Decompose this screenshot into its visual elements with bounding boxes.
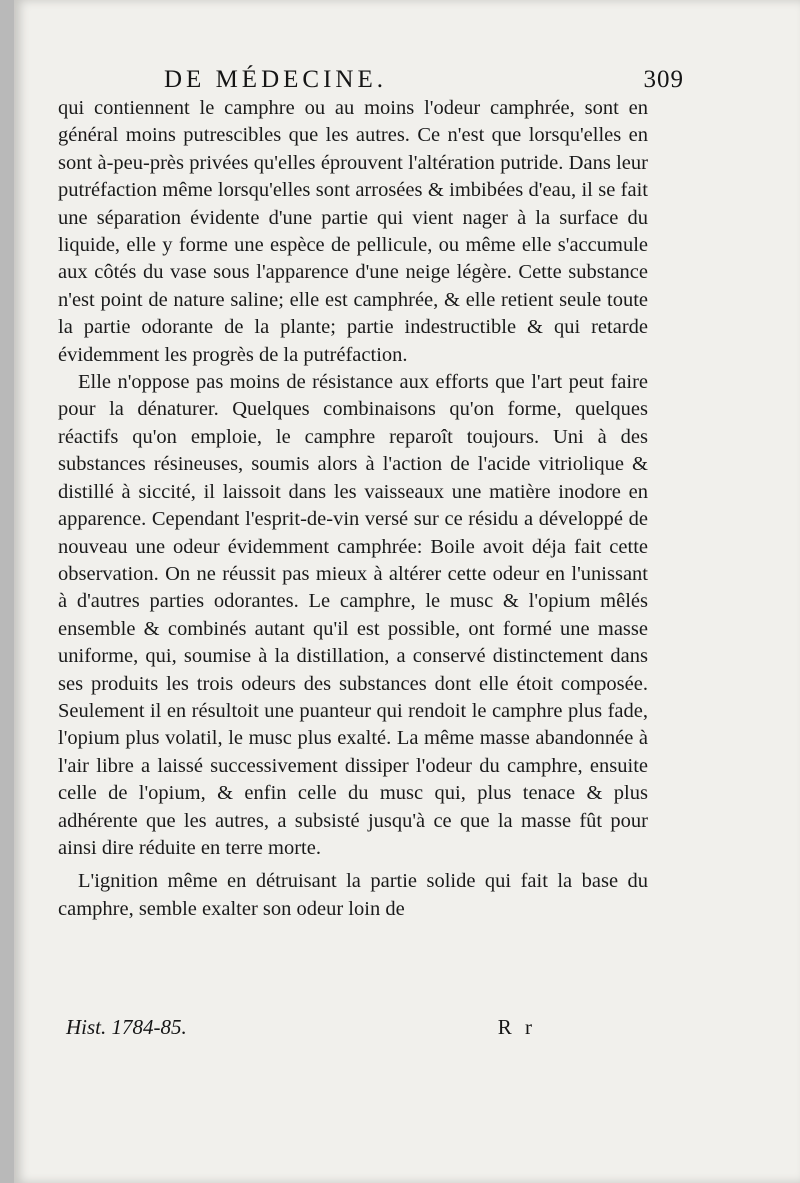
running-header [164,62,684,98]
paragraph-2: Elle n'oppose pas moins de résistance aux efforts que l'art peut faire pour la dénaturer. Quelques combinaisons qu'on forme, quelques réactifs qu'on emploie, le camphre reparoît toujours. Uni à des substances résineuses, soumis alors à l'action de l'acide vitriolique & distillé à siccité, il laissoit dans les vaisseaux une matière inodore en apparence. Cependant l'esprit-de-vin versé sur ce résidu a développé de nouveau une odeur évidemment camphrée: Boile avoit déja fait cette observation. On ne réussit pas mieux à altérer cette odeur en l'unissant à d'autres parties odorantes. Le camphre, le musc & l'opium mêlés ensemble & combinés autant qu'il est possible, ont formé une masse uniforme, qui, soumise à la distillation, a conservé distinctement dans ses produits les trois odeurs des substances dont elle étoit composée. Seulement il en résultoit une puanteur qui rendoit le camphre plus fade, l'opium plus volatil, le musc plus exalté. La même masse abandonnée à l'air libre a laissé successivement dissiper l'odeur du camphre, ensuite celle de l'opium, & enfin celle du musc qui, plus tenace & plus adhérente que les autres, a subsisté jusqu'à ce que la masse fût pour ainsi dire réduite en terre morte. [58,371,648,859]
paragraph-3: L'ignition même en détruisant la partie solide qui fait la base du camphre, semble exalter son odeur loin de [58,870,648,920]
signature-line: Hist. 1784-85. [66,1015,187,1039]
paragraph-1: qui contiennent le camphre ou au moins l'odeur camphrée, sont en général moins putrescibles que les autres. Ce n'est que lorsqu'elles en sont à-peu-près privées qu'elles éprouvent l'altération putride. Dans leur putréfaction même lorsqu'elles sont arrosées & imbibées d'eau, il se fait une séparation évidente d'une partie qui vient nager à la surface du liquide, elle y forme une espèce de pellicule, ou même elle s'accumule aux côtés du vase sous l'apparence d'une neige légère. Cette substance n'est point de nature saline; elle est camphrée, & elle retient seule toute la partie odorante de la plante; partie indestructible & qui retarde évidemment les progrès de la putréfaction. [58,97,648,366]
running-title: DE MÉDECINE. [164,66,387,93]
book-page [14,0,800,1183]
signature-mark: R r [497,1015,536,1039]
page-footer [66,1015,536,1045]
page-number: 309 [643,66,684,93]
body-text [58,95,648,923]
